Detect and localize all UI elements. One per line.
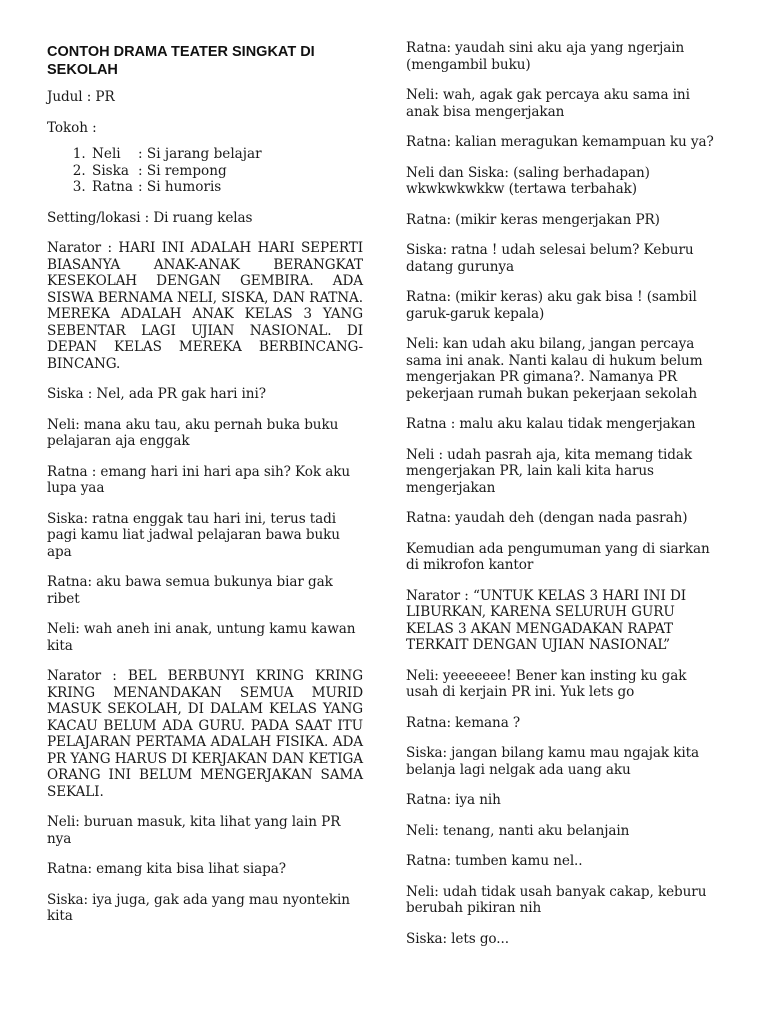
document-title: CONTOH DRAMA TEATER SINGKAT DI SEKOLAH (47, 44, 315, 78)
cast-item (90, 146, 363, 163)
dialogue-line: Neli: wah, agak gak percaya aku sama ini anak bisa mengerjakan (406, 87, 690, 120)
left-column (47, 40, 363, 939)
dialogue-line: Ratna: (mikir keras) aku gak bisa ! (sambil garuk-garuk kepala) (406, 289, 697, 322)
dialogue-line: Ratna: tumben kamu nel.. (406, 853, 583, 869)
dialogue-line: Neli: udah tidak usah banyak cakap, keburu berubah pikiran nih (406, 883, 707, 916)
dialogue-line: Ratna : malu aku kalau tidak mengerjakan (406, 416, 696, 432)
cast-name: Siska (92, 162, 129, 179)
dialogue-line: Siska: ratna ! udah selesai belum? Keburu datang gurunya (406, 242, 694, 275)
dialogue-line: Neli dan Siska: (saling berhadapan) wkwkwkwkkw (tertawa terbahak) (406, 164, 650, 197)
dialogue-line: Siska: jangan bilang kamu mau ngajak kita belanja lagi nelgak ada uang aku (406, 745, 699, 778)
narrator-paragraph: Narator : “UNTUK KELAS 3 HARI INI DI LIBURKAN, KARENA SELURUH GURU KELAS 3 AKAN MENGADAKAN RAPAT TERKAIT DENGAN UJIAN NASIONAL” (406, 587, 687, 653)
cast-desc: : Si humoris (138, 179, 222, 195)
cast-desc: : Si rempong (138, 162, 227, 179)
setting-line: Setting/lokasi : Di ruang kelas (47, 209, 253, 226)
dialogue-line: Siska: iya juga, gak ada yang mau nyontekin kita (47, 891, 350, 924)
dialogue-line: Ratna: emang kita bisa lihat siapa? (47, 861, 286, 877)
dialogue-line: Siska : Nel, ada PR gak hari ini? (47, 386, 266, 402)
cast-name: Ratna (92, 179, 133, 195)
dialogue-line: Neli: yeeeeeee! Bener kan insting ku gak usah di kerjain PR ini. Yuk lets go (406, 667, 687, 700)
cast-list (47, 146, 363, 196)
dialogue-line: Neli: tenang, nanti aku belanjain (406, 822, 630, 839)
dialogue-line: Neli: wah aneh ini anak, untung kamu kawan kita (47, 621, 356, 654)
cast-item (90, 179, 363, 196)
dialogue-line: Neli: kan udah aku bilang, jangan percaya sama ini anak. Nanti kalau di hukum belum mengerjakan PR gimana?. Namanya PR pekerjaan rumah bukan pekerjaan sekolah (406, 336, 703, 402)
dialogue-line: Ratna: (mikir keras mengerjakan PR) (406, 211, 660, 228)
dialogue-line: Siska: ratna enggak tau hari ini, terus tadi pagi kamu liat jadwal pelajaran bawa buku apa (47, 510, 340, 560)
cast-name: Neli (92, 146, 121, 162)
narrator-paragraph: Narator : BEL BERBUNYI KRING KRING KRING MENANDAKAN SEMUA MURID MASUK SEKOLAH, DI DALAM KELAS YANG KACAU BELUM ADA GURU. PADA SAAT ITU PELAJARAN PERTAMA ADALAH FISIKA. ADA PR YANG HARUS DI KERJAKAN DAN KETIGA ORANG INI BELUM MENGERJAKAN SAMA SEKALI. (47, 668, 363, 800)
cast-desc: : Si jarang belajar (138, 146, 262, 162)
dialogue-line: Neli: buruan masuk, kita lihat yang lain PR nya (47, 814, 341, 847)
dialogue-line: Ratna: aku bawa semua bukunya biar gak ribet (47, 574, 333, 607)
dialogue-line: Neli: mana aku tau, aku pernah buka buku pelajaran aja enggak (47, 416, 339, 449)
cast-heading: Tokoh : (47, 119, 97, 136)
narrator-paragraph: Narator : HARI INI ADALAH HARI SEPERTI BIASANYA ANAK-ANAK BERANGKAT KESEKOLAH DENGAN GEMBIRA. ADA SISWA BERNAMA NELI, SISKA, DAN RATNA. MEREKA ADALAH ANAK KELAS 3 YANG SEBENTAR LAGI UJIAN NASIONAL. DI DEPAN KELAS MEREKA BERBINCANG-BINCANG. (47, 240, 363, 372)
dialogue-line: Ratna: iya nih (406, 792, 501, 808)
title-line: Judul : PR (47, 89, 115, 105)
cast-item (90, 163, 363, 180)
dialogue-line: Siska: lets go... (406, 930, 509, 947)
stage-direction: Kemudian ada pengumuman yang di siarkan di mikrofon kantor (406, 540, 710, 573)
dialogue-line: Ratna: yaudah sini aku aja yang ngerjain (mengambil buku) (406, 40, 685, 73)
dialogue-line: Neli : udah pasrah aja, kita memang tidak mengerjakan PR, lain kali kita harus mengerjakan (406, 446, 692, 496)
dialogue-line: Ratna: kemana ? (406, 714, 521, 731)
dialogue-line: Ratna : emang hari ini hari apa sih? Kok aku lupa yaa (47, 463, 350, 496)
right-column (406, 40, 722, 961)
dialogue-line: Ratna: yaudah deh (dengan nada pasrah) (406, 510, 688, 526)
dialogue-line: Ratna: kalian meragukan kemampuan ku ya? (406, 134, 714, 150)
